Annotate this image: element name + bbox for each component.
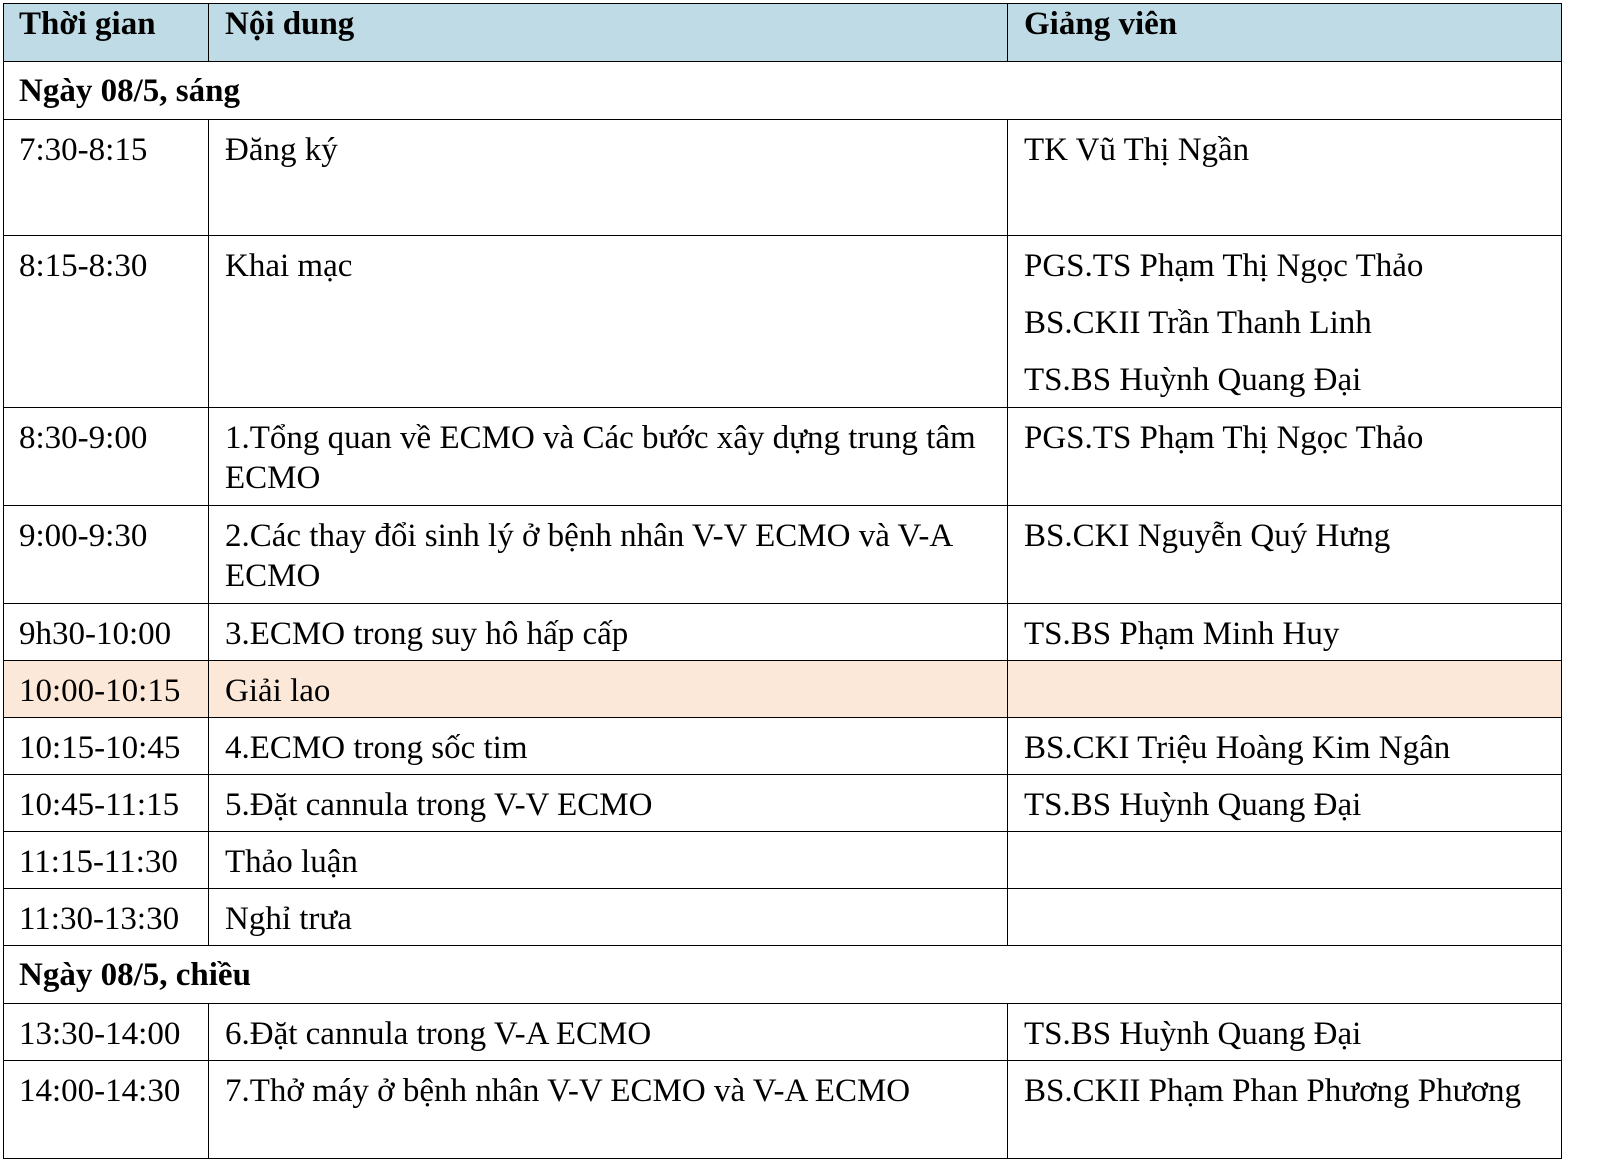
- table-row: [4, 775, 1562, 832]
- header-lecturer: [1008, 4, 1562, 62]
- lecturer-name: BS.CKII Phạm Phan Phương Phương: [1024, 1073, 1521, 1109]
- table-row: [4, 832, 1562, 889]
- lecturer-cell: [1008, 718, 1562, 775]
- lecturer-list: [1008, 1061, 1561, 1111]
- time-cell: [4, 718, 209, 775]
- lecturer-name: BS.CKI Triệu Hoàng Kim Ngân: [1024, 730, 1451, 766]
- lecturer-cell: [1008, 832, 1562, 889]
- content-cell: [209, 661, 1008, 718]
- content-cell: [209, 889, 1008, 946]
- lecturer-name: TS.BS Phạm Minh Huy: [1024, 616, 1340, 652]
- content-text: Đăng ký: [225, 132, 338, 168]
- lecturer-list: [1008, 718, 1561, 768]
- lecturer-list: [1008, 661, 1561, 671]
- lecturer-cell: [1008, 661, 1562, 718]
- time-cell: [4, 604, 209, 661]
- time-text: 11:15-11:30: [19, 844, 178, 880]
- lecturer-list: [1008, 506, 1561, 556]
- lecturer-name: TS.BS Huỳnh Quang Đại: [1024, 1016, 1362, 1052]
- time-text: 7:30-8:15: [19, 132, 148, 168]
- table-row: [4, 236, 1562, 408]
- lecturer-cell: [1008, 604, 1562, 661]
- content-cell: [209, 506, 1008, 604]
- lecturer-list: [1008, 889, 1561, 899]
- content-text: 6.Đặt cannula trong V-A ECMO: [225, 1016, 652, 1052]
- lecturer-list: [1008, 1004, 1561, 1054]
- day-label: Ngày 08/5, sáng: [19, 72, 240, 109]
- header-content: [209, 4, 1008, 62]
- table-row: [4, 408, 1562, 506]
- table-row: [4, 889, 1562, 946]
- lecturer-name: PGS.TS Phạm Thị Ngọc Thảo: [1024, 248, 1424, 284]
- lecturer-list: [1008, 832, 1561, 842]
- table-row: [4, 120, 1562, 236]
- time-text: 9h30-10:00: [19, 616, 172, 652]
- lecturer-name: TS.BS Huỳnh Quang Đại: [1024, 362, 1362, 398]
- content-cell: [209, 236, 1008, 408]
- time-cell: [4, 506, 209, 604]
- lecturer-cell: [1008, 236, 1562, 408]
- lecturer-cell: [1008, 889, 1562, 946]
- table-row: [4, 718, 1562, 775]
- header-time-label: Thời gian: [19, 6, 156, 42]
- lecturer-list: [1008, 408, 1561, 458]
- content-cell: [209, 718, 1008, 775]
- lecturer-cell: [1008, 408, 1562, 506]
- time-cell: [4, 661, 209, 718]
- lecturer-list: [1008, 775, 1561, 825]
- lecturer-name: TK Vũ Thị Ngần: [1024, 132, 1250, 168]
- day-section-row: [4, 62, 1562, 120]
- time-text: 8:30-9:00: [19, 420, 148, 456]
- content-text: 3.ECMO trong suy hô hấp cấp: [225, 616, 629, 652]
- time-cell: [4, 832, 209, 889]
- lecturer-name: BS.CKII Trần Thanh Linh: [1024, 305, 1372, 341]
- time-cell: [4, 1004, 209, 1061]
- lecturer-cell: [1008, 120, 1562, 236]
- header-time: [4, 4, 209, 62]
- time-text: 9:00-9:30: [19, 518, 148, 554]
- time-cell: [4, 120, 209, 236]
- table-row: [4, 661, 1562, 718]
- lecturer-cell: [1008, 1004, 1562, 1061]
- content-cell: [209, 408, 1008, 506]
- content-text: 7.Thở máy ở bệnh nhân V-V ECMO và V-A ECMO: [225, 1073, 911, 1109]
- day-label: Ngày 08/5, chiều: [19, 956, 251, 993]
- lecturer-name: TS.BS Huỳnh Quang Đại: [1024, 787, 1362, 823]
- content-cell: [209, 775, 1008, 832]
- time-text: 10:15-10:45: [19, 730, 181, 766]
- header-lecturer-label: Giảng viên: [1024, 6, 1178, 42]
- content-text: Thảo luận: [225, 844, 358, 880]
- time-cell: [4, 775, 209, 832]
- lecturer-list: [1008, 604, 1561, 654]
- header-row: [4, 4, 1562, 62]
- day-section-cell: [4, 946, 1562, 1004]
- table-row: [4, 1004, 1562, 1061]
- lecturer-list: [1008, 120, 1561, 170]
- schedule-table: [3, 3, 1562, 1159]
- lecturer-name: PGS.TS Phạm Thị Ngọc Thảo: [1024, 420, 1424, 456]
- content-text: Nghỉ trưa: [225, 901, 352, 937]
- time-text: 8:15-8:30: [19, 248, 148, 284]
- content-text: 2.Các thay đổi sinh lý ở bệnh nhân V-V ECMO và V-A ECMO: [225, 518, 952, 594]
- content-text: 4.ECMO trong sốc tim: [225, 730, 528, 766]
- content-cell: [209, 120, 1008, 236]
- content-cell: [209, 1061, 1008, 1159]
- content-cell: [209, 604, 1008, 661]
- lecturer-cell: [1008, 775, 1562, 832]
- time-text: 14:00-14:30: [19, 1073, 181, 1109]
- time-cell: [4, 408, 209, 506]
- table-row: [4, 1061, 1562, 1159]
- schedule-body: [4, 4, 1562, 1159]
- content-text: Khai mạc: [225, 248, 353, 284]
- lecturer-cell: [1008, 1061, 1562, 1159]
- time-text: 11:30-13:30: [19, 901, 180, 937]
- content-text: 5.Đặt cannula trong V-V ECMO: [225, 787, 653, 823]
- day-section-cell: [4, 62, 1562, 120]
- content-text: 1.Tổng quan về ECMO và Các bước xây dựng trung tâm ECMO: [225, 420, 976, 496]
- time-cell: [4, 1061, 209, 1159]
- content-text: Giải lao: [225, 673, 331, 709]
- lecturer-name: BS.CKI Nguyễn Quý Hưng: [1024, 518, 1391, 554]
- lecturer-cell: [1008, 506, 1562, 604]
- header-content-label: Nội dung: [225, 6, 355, 42]
- table-row: [4, 506, 1562, 604]
- time-cell: [4, 889, 209, 946]
- content-cell: [209, 1004, 1008, 1061]
- time-text: 10:45-11:15: [19, 787, 180, 823]
- table-row: [4, 604, 1562, 661]
- time-cell: [4, 236, 209, 408]
- lecturer-list: [1008, 236, 1561, 400]
- content-cell: [209, 832, 1008, 889]
- day-section-row: [4, 946, 1562, 1004]
- time-text: 13:30-14:00: [19, 1016, 181, 1052]
- time-text: 10:00-10:15: [19, 673, 181, 709]
